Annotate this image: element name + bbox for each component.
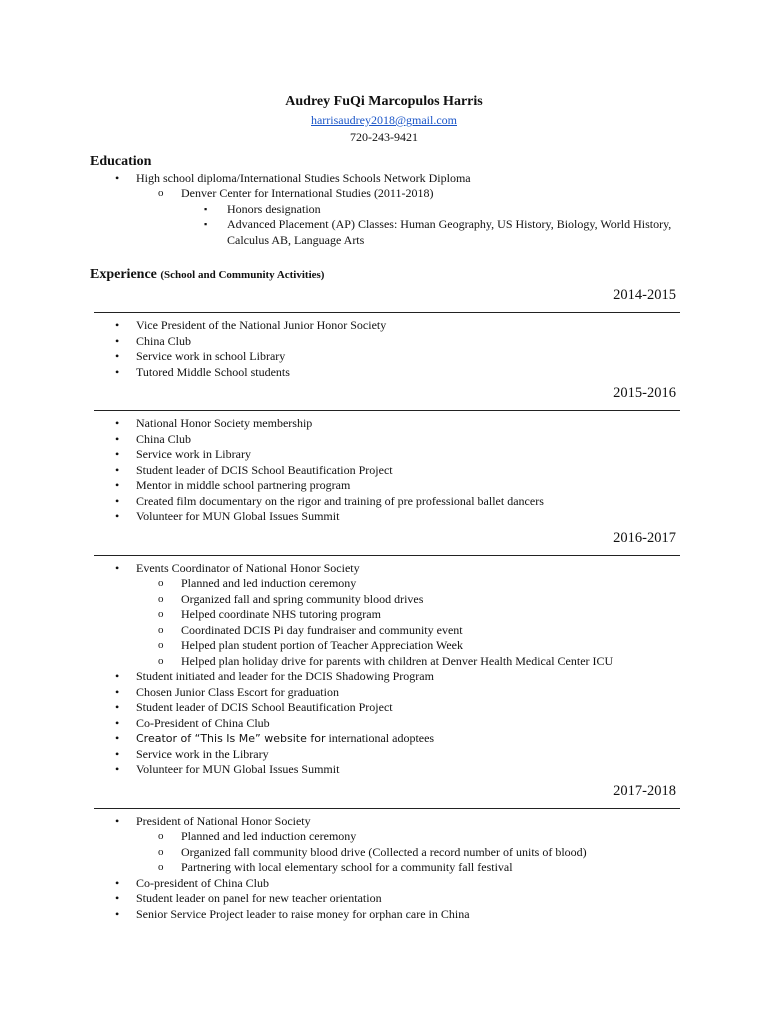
list-item xyxy=(90,700,678,716)
experience-heading xyxy=(90,266,678,284)
list-item xyxy=(90,669,678,685)
list-item xyxy=(90,318,678,334)
education-list xyxy=(90,171,678,249)
list-item xyxy=(90,716,678,732)
item-text: China Club xyxy=(136,333,192,348)
year-block xyxy=(90,782,678,923)
phone-number: 720-243-9421 xyxy=(350,129,418,144)
education-heading: Education xyxy=(90,153,152,169)
experience-years xyxy=(90,286,678,922)
sub-list-item: o Organized fall and spring community blood drives xyxy=(90,592,678,608)
section-divider xyxy=(94,312,680,313)
list-item xyxy=(90,334,678,350)
item-text: Tutored Middle School students xyxy=(136,364,290,379)
item-text: Created film documentary on the rigor and training of pre professional ballet dancers xyxy=(136,493,544,508)
item-text: Senior Service Project leader to raise money for orphan care in China xyxy=(136,906,470,921)
item-text: Student initiated and leader for the DCIS Shadowing Program xyxy=(136,669,434,683)
activity-list xyxy=(90,561,678,778)
item-text: Mentor in middle school partnering program xyxy=(136,478,351,492)
list-item xyxy=(90,365,678,381)
applicant-name: Audrey FuQi Marcopulos Harris xyxy=(285,94,483,109)
section-divider xyxy=(94,410,680,411)
item-text: Co-president of China Club xyxy=(136,875,269,890)
year-block xyxy=(90,529,678,778)
item-text: Student leader on panel for new teacher orientation xyxy=(136,891,382,905)
year-block xyxy=(90,384,678,525)
sub-list-item: o Organized fall community blood drive (Collected a record number of units of blood) xyxy=(90,845,678,861)
list-item xyxy=(90,463,678,479)
year-label: 2016-2017 xyxy=(613,529,676,546)
email-link[interactable]: harrisaudrey2018@gmail.com xyxy=(310,113,457,127)
year-block xyxy=(90,286,678,380)
experience-title: Experience xyxy=(90,267,157,282)
list-item xyxy=(90,478,678,494)
sub-list xyxy=(90,829,678,876)
list-item xyxy=(90,509,678,525)
year-label: 2014-2015 xyxy=(613,287,676,303)
email-link-wrap xyxy=(90,112,678,129)
list-item xyxy=(90,747,678,763)
sub-list-item: o Partnering with local elementary school for a community fall festival xyxy=(90,860,678,876)
list-item xyxy=(90,432,678,448)
sub-list-item: o Helped plan student portion of Teacher Appreciation Week xyxy=(90,638,678,654)
section-divider xyxy=(94,808,680,809)
sub-list-item: o Planned and led induction ceremony xyxy=(90,829,678,845)
sub-list xyxy=(90,576,678,669)
list-item xyxy=(90,891,678,907)
list-item: ▪ Advanced Placement (AP) Classes: Human Geography, US History, Biology, World History, Calculus AB, Language Arts xyxy=(90,217,678,248)
list-item xyxy=(90,685,678,701)
activity-list xyxy=(90,318,678,380)
list-item xyxy=(90,876,678,892)
activity-list xyxy=(90,814,678,923)
list-item xyxy=(90,349,678,365)
experience-subtitle: (School and Community Activities) xyxy=(160,269,325,281)
item-text: Student leader of DCIS School Beautification Project xyxy=(136,462,393,477)
sub-list-item: o Helped coordinate NHS tutoring program xyxy=(90,607,678,623)
item-text: Service work in Library xyxy=(136,447,251,461)
item-text: China Club xyxy=(136,431,192,446)
item-text: Volunteer for MUN Global Issues Summit xyxy=(136,509,340,523)
section-divider xyxy=(94,555,680,556)
list-item xyxy=(90,731,678,747)
item-text: Student leader of DCIS School Beautification Project xyxy=(136,700,393,714)
list-item: • High school diploma/International Studies Schools Network Diploma o Denver Center for International Studies (2011-2018) ▪ Honors designation ▪ Advanced Placement (AP) Classes: Human Geography, US History, Biology, World History, Calculus AB, Language Arts xyxy=(90,171,678,249)
list-item xyxy=(90,416,678,432)
item-text: Events Coordinator of National Honor Society xyxy=(136,560,360,575)
item-text: President of National Honor Society xyxy=(136,813,311,828)
sub-list-item: o Planned and led induction ceremony xyxy=(90,576,678,592)
sub-list-item: o Helped plan holiday drive for parents with children at Denver Health Medical Center ICU xyxy=(90,654,678,670)
item-text-prefix: Creator of “This Is Me” website for xyxy=(136,732,326,745)
list-item xyxy=(90,814,678,876)
item-text: Service work in school Library xyxy=(136,349,286,363)
item-text: National Honor Society membership xyxy=(136,416,313,430)
year-label: 2017-2018 xyxy=(613,782,676,799)
item-text-rest: international adoptees xyxy=(325,731,435,745)
item-text: Service work in the Library xyxy=(136,746,269,761)
list-item: ▪ Honors designation xyxy=(90,202,678,218)
item-text: Volunteer for MUN Global Issues Summit xyxy=(136,762,340,776)
item-text: Vice President of the National Junior Honor Society xyxy=(136,318,387,332)
sub-list-item: o Coordinated DCIS Pi day fundraiser and community event xyxy=(90,623,678,639)
item-text: Chosen Junior Class Escort for graduation xyxy=(136,684,339,699)
item-text: Co-President of China Club xyxy=(136,715,270,730)
list-item xyxy=(90,762,678,778)
activity-list xyxy=(90,416,678,525)
list-item: o Denver Center for International Studies (2011-2018) ▪ Honors designation ▪ Advanced Placement (AP) Classes: Human Geography, US History, Biology, World History, Calculus AB, Language Arts xyxy=(90,186,678,248)
list-item xyxy=(90,561,678,670)
list-item xyxy=(90,494,678,510)
list-item xyxy=(90,907,678,923)
list-item xyxy=(90,447,678,463)
year-label: 2015-2016 xyxy=(613,385,676,401)
